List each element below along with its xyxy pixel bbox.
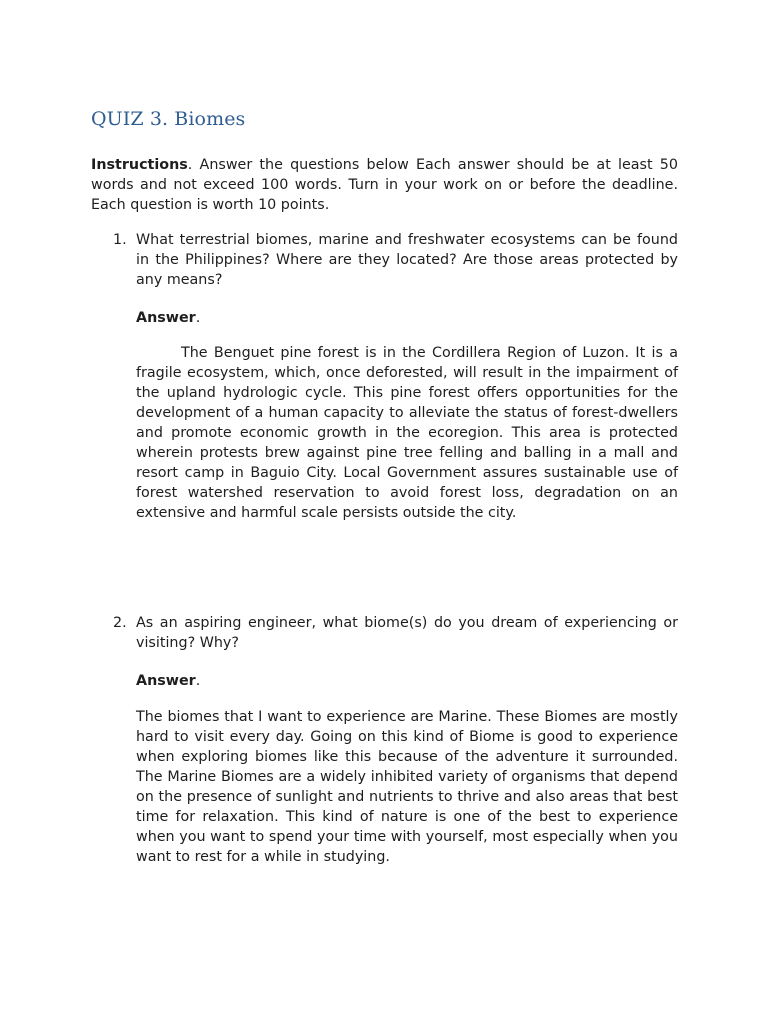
answer-label-suffix: .	[195, 310, 201, 326]
answer-label	[136, 671, 200, 691]
question-text: As an aspiring engineer, what biome(s) do you dream of experiencing or visiting? Why?	[136, 615, 678, 651]
instructions-text: . Answer the questions below Each answer should be at least 50 words and not exceed 100 words. Turn in your work on or before the deadline. Each question is worth 10 points.	[91, 157, 678, 213]
quiz-title: QUIZ 3. Biomes	[91, 108, 246, 130]
answer-label-bold: Answer	[136, 310, 196, 326]
answer-text: The biomes that I want to experience are Marine. These Biomes are mostly hard to visit every day. Going on this kind of Biome is good to experience when exploring biomes like this because of the adventure it surrounded. The Marine Biomes are a widely inhibited variety of organisms that depend on the presence of sunlight and nutrients to thrive and also areas that best time for relaxation. This kind of nature is one of the best to experience when you want to spend your time with yourself, most especially when you want to rest for a while in studying.	[136, 709, 678, 865]
answer-label	[136, 308, 200, 328]
answer-label-suffix: .	[195, 673, 201, 689]
instructions-paragraph	[91, 155, 678, 215]
answer-label-bold: Answer	[136, 673, 196, 689]
question-number: 1.	[113, 232, 127, 248]
question-number: 2.	[113, 615, 127, 631]
question-text: What terrestrial biomes, marine and freshwater ecosystems can be found in the Philippines? Where are they located? Are those areas protected by any means?	[136, 232, 678, 288]
instructions-label: Instructions	[91, 157, 188, 173]
answer-text: The Benguet pine forest is in the Cordillera Region of Luzon. It is a fragile ecosystem, which, once deforested, will result in the impairment of the upland hydrologic cycle. This pine forest offers opportunities for the development of a human capacity to alleviate the status of forest-dwellers and promote economic growth in the ecoregion. This area is protected wherein protests brew against pine tree felling and balling in a mall and resort camp in Baguio City. Local Government assures sustainable use of forest watershed reservation to avoid forest loss, degradation on an extensive and harmful scale persists outside the city.	[136, 345, 678, 521]
